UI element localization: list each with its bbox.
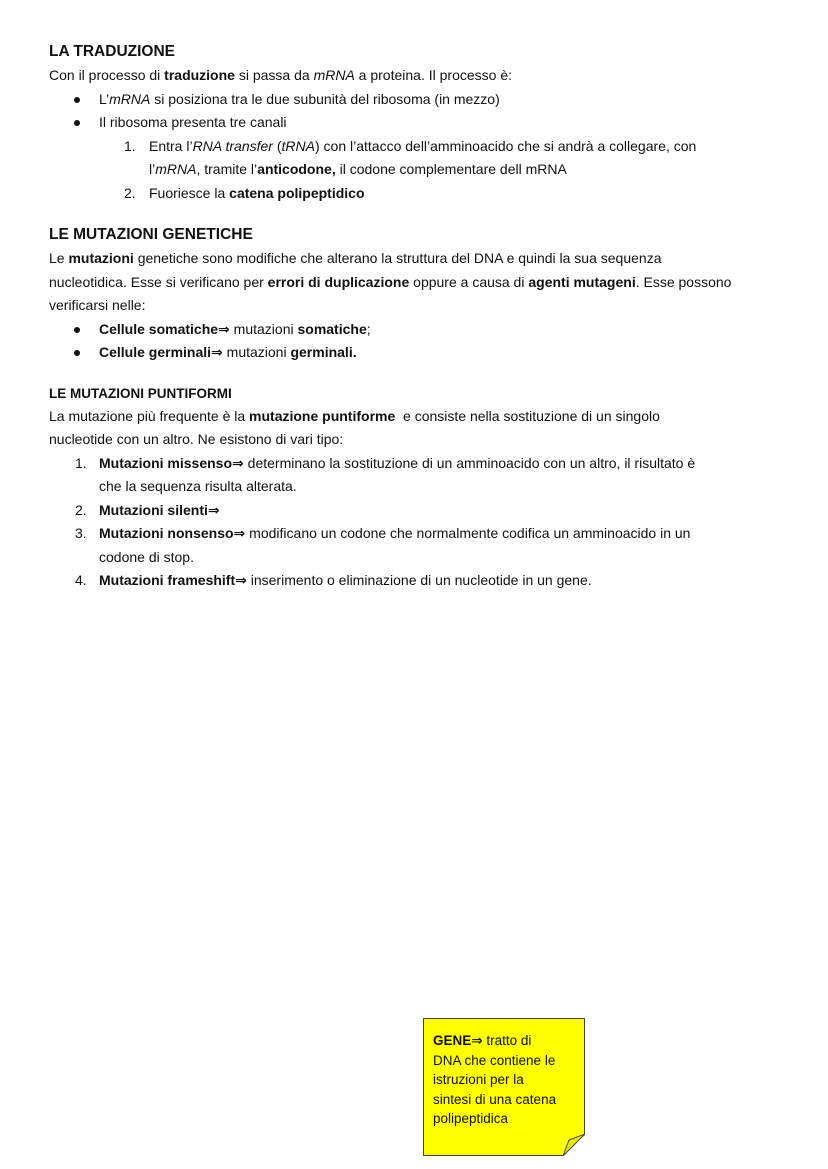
list-item: [49, 499, 789, 523]
bold-text: Cellule germinali⇒: [99, 344, 223, 360]
paragraph-line: [49, 405, 789, 429]
document-page: [49, 40, 789, 593]
paragraph-intro: [49, 64, 789, 88]
text: La mutazione più frequente è la: [49, 407, 250, 424]
bold-text: errori di duplicazione: [267, 273, 410, 290]
bold-text: catena polipeptidico: [229, 184, 365, 201]
bullet-list-cellule: [49, 318, 789, 365]
list-number: 4.: [75, 572, 87, 588]
list-item: [49, 182, 789, 206]
text: verificarsi nelle:: [49, 297, 146, 313]
paragraph-line: [49, 428, 789, 452]
bold-text: Cellule somatiche⇒: [99, 320, 230, 337]
text: nucleotide con un altro. Ne esistono di vari tipo:: [49, 431, 344, 447]
text: modificano un codone che normalmente codifica un amminoacido in un: [245, 525, 691, 541]
italic-text: mRNA: [155, 161, 197, 177]
italic-text: mRNA: [109, 90, 151, 107]
list-item: [49, 522, 789, 569]
list-number: 2.: [124, 184, 136, 201]
text: e consiste nella sostituzione di un singolo: [395, 407, 660, 424]
text: mutazioni: [229, 320, 298, 337]
bold-text: agenti mutageni: [528, 273, 636, 290]
numbered-list-mutazioni: [49, 452, 789, 593]
text: ;: [366, 320, 371, 337]
bold-text: Mutazioni frameshift⇒: [99, 572, 247, 588]
text: Le: [49, 250, 69, 266]
bold-text: germinali.: [290, 344, 357, 360]
section-title-traduzione: LA TRADUZIONE: [49, 43, 175, 60]
text: a proteina. Il processo è:: [354, 67, 512, 83]
list-item: [49, 111, 789, 135]
bold-text: somatiche: [297, 320, 367, 337]
list-item: [49, 341, 789, 365]
paragraph-line: [49, 294, 789, 318]
list-number: 3.: [75, 525, 87, 541]
bold-text: Mutazioni nonsenso⇒: [99, 525, 246, 541]
sticky-note-text: [433, 1031, 575, 1129]
italic-text: RNA transfer: [192, 137, 273, 154]
text: ) con l’attacco dell’amminoacido che si andrà a collegare, con: [314, 137, 697, 154]
bullet-list-traduzione: [49, 88, 789, 135]
text: sintesi di una catena: [433, 1091, 557, 1107]
spacer: [49, 205, 789, 223]
text: L’: [99, 90, 110, 107]
text: oppure a causa di: [409, 273, 529, 290]
bullet-icon: [74, 120, 80, 126]
text: Il ribosoma presenta tre canali: [99, 114, 287, 130]
list-number: 2.: [75, 501, 87, 518]
italic-text: tRNA: [281, 137, 315, 154]
list-item: [49, 452, 789, 499]
text: nucleotidica. Esse si verificano per: [49, 273, 268, 290]
text: che la sequenza risulta alterata.: [99, 478, 297, 494]
bold-text: mutazione puntiforme: [249, 407, 396, 424]
text: Con il processo di: [49, 67, 165, 83]
text: il codone complementare dell mRNA: [335, 161, 567, 177]
bold-text: mutazioni: [68, 250, 134, 266]
text: DNA che contiene le: [433, 1052, 556, 1068]
paragraph-line: [49, 247, 789, 271]
page-curl-icon: [563, 1134, 585, 1156]
bold-text: Mutazioni missenso⇒: [99, 454, 244, 471]
text: mutazioni: [222, 344, 291, 360]
paragraph-line: [49, 271, 789, 295]
spacer: [49, 365, 789, 382]
section-title-mutazioni-genetiche: LE MUTAZIONI GENETICHE: [49, 226, 253, 243]
bold-text: anticodone,: [257, 161, 336, 177]
list-number: 1.: [124, 137, 136, 154]
bullet-icon: [74, 327, 80, 333]
bullet-icon: [74, 97, 80, 103]
text: l’: [149, 161, 156, 177]
text: Fuoriesce la: [149, 184, 230, 201]
text: istruzioni per la: [433, 1072, 524, 1087]
sticky-note: [423, 1018, 585, 1156]
text: si passa da: [234, 67, 314, 83]
text: , tramite l’: [196, 161, 258, 177]
list-item: [49, 318, 789, 342]
list-item: [49, 569, 789, 593]
text: tratto di: [482, 1033, 532, 1048]
italic-text: mRNA: [313, 67, 355, 83]
text: si posiziona tra le due subunità del ribosoma (in mezzo): [150, 90, 500, 107]
text: inserimento o eliminazione di un nucleotide in un gene.: [246, 572, 592, 588]
text: codone di stop.: [99, 548, 194, 565]
text: genetiche sono modifiche che alterano la struttura del DNA e quindi la sua sequenza: [133, 250, 662, 266]
text: . Esse possono: [635, 273, 732, 290]
text: Entra l’: [149, 137, 193, 154]
bold-text: Mutazioni silenti⇒: [99, 501, 220, 518]
numbered-sublist-canali: [49, 135, 789, 206]
bold-text: GENE⇒: [433, 1033, 483, 1048]
section-title-mutazioni-puntiformi: LE MUTAZIONI PUNTIFORMI: [49, 385, 232, 401]
list-number: 1.: [75, 454, 87, 471]
text: polipeptidica: [433, 1111, 509, 1126]
text: determinano la sostituzione di un amminoacido con un altro, il risultato è: [243, 454, 696, 471]
text: (: [272, 137, 282, 154]
bullet-icon: [74, 350, 80, 356]
list-item: [49, 88, 789, 112]
bold-text: traduzione: [164, 67, 235, 83]
list-item: [49, 135, 789, 182]
